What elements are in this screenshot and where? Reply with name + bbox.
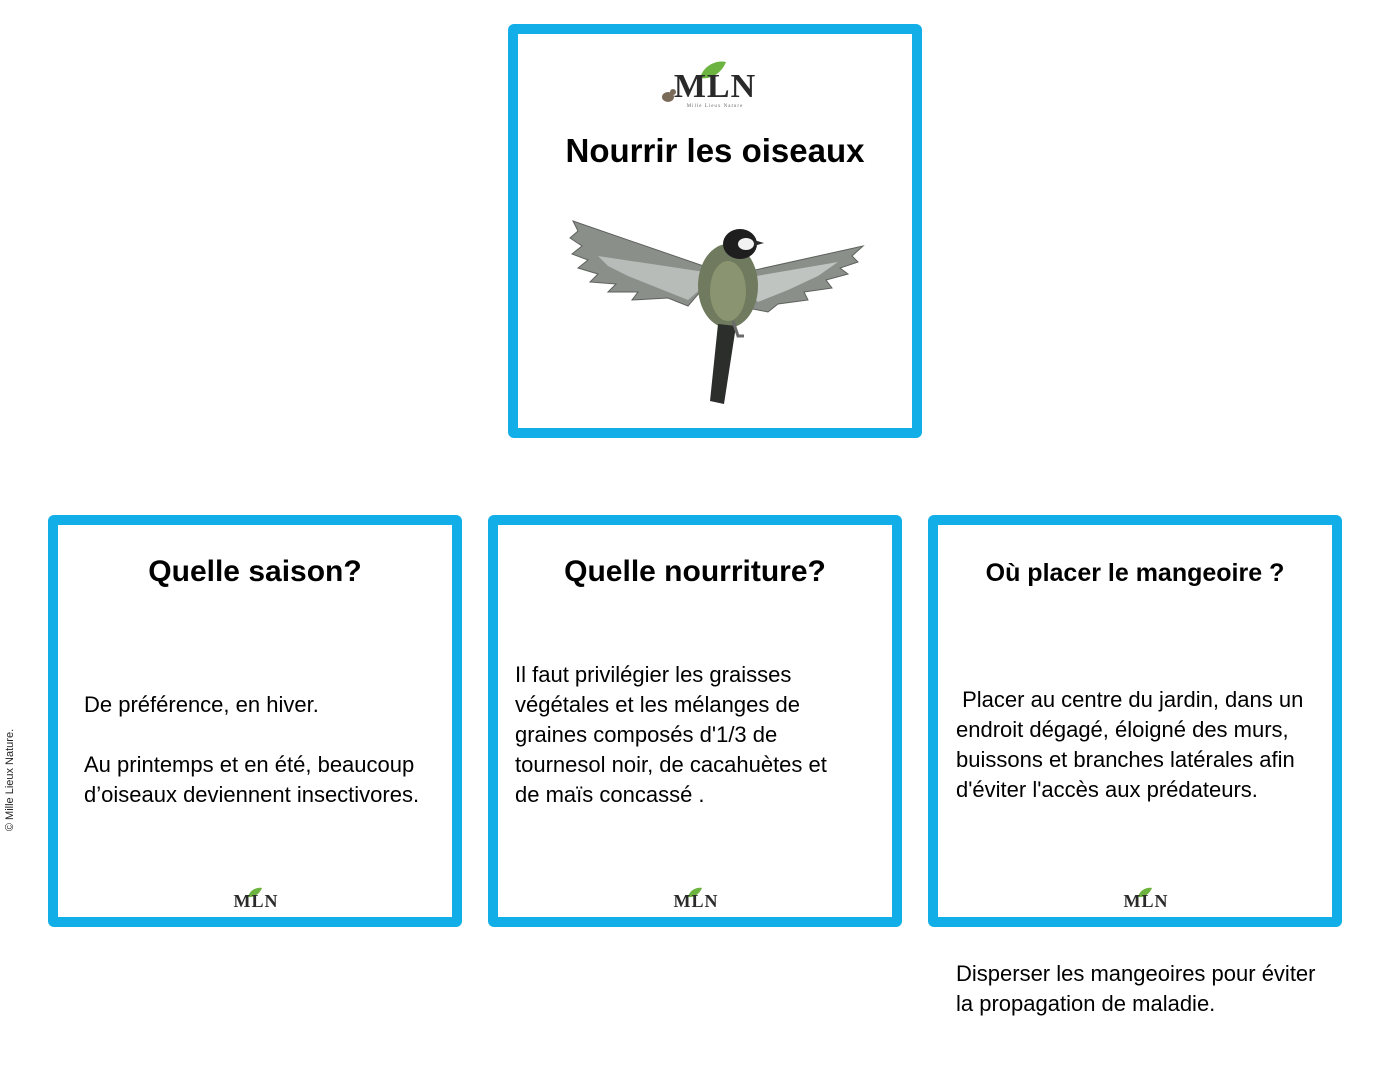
logo-letters: MLN (1123, 891, 1169, 911)
mln-logo-small (666, 887, 726, 915)
bird-illustration (568, 196, 868, 406)
copyright-note: © Mille Lieux Nature. (4, 728, 16, 832)
mln-logo-small (226, 887, 286, 915)
card-food-title: Quelle nourriture? (564, 555, 826, 588)
card-food (488, 515, 902, 927)
logo-letters: MLN (673, 891, 719, 911)
card-season (48, 515, 462, 927)
card-season-paragraph: De préférence, en hiver. (84, 692, 319, 717)
card-season-paragraph: Au printemps et en été, beaucoup d’oiseaux deviennent insectivores. (84, 752, 420, 807)
mln-logo (660, 60, 770, 112)
main-title: Nourrir les oiseaux (565, 132, 865, 169)
card-placement-title: Où placer le mangeoire ? (985, 559, 1285, 587)
card-placement-paragraph: Placer au centre du jardin, dans un endroit dégagé, éloigné des murs, buissons et branches latérales afin d'éviter l'accès aux prédateurs. (956, 687, 1310, 802)
card-season-title: Quelle saison? (148, 555, 362, 588)
card-placement-paragraph: Disperser les mangeoires pour éviter la propagation de maladie. (956, 961, 1322, 1016)
card-season-text (84, 690, 444, 810)
logo-letters: MLN (233, 891, 279, 911)
card-placement-text (956, 625, 1326, 1079)
logo-letters: MLN (673, 68, 757, 105)
mln-logo-small (1116, 887, 1176, 915)
card-placement (928, 515, 1342, 1016)
card-food-paragraph: Il faut privilégier les graisses végétales et les mélanges de graines composés d'1/3 de tournesol noir, de cacahuètes et de maïs concassé . (515, 662, 827, 807)
main-card (508, 24, 922, 438)
logo-subtitle: Mille Lieux Nature (686, 104, 744, 109)
card-food-text (515, 660, 845, 810)
